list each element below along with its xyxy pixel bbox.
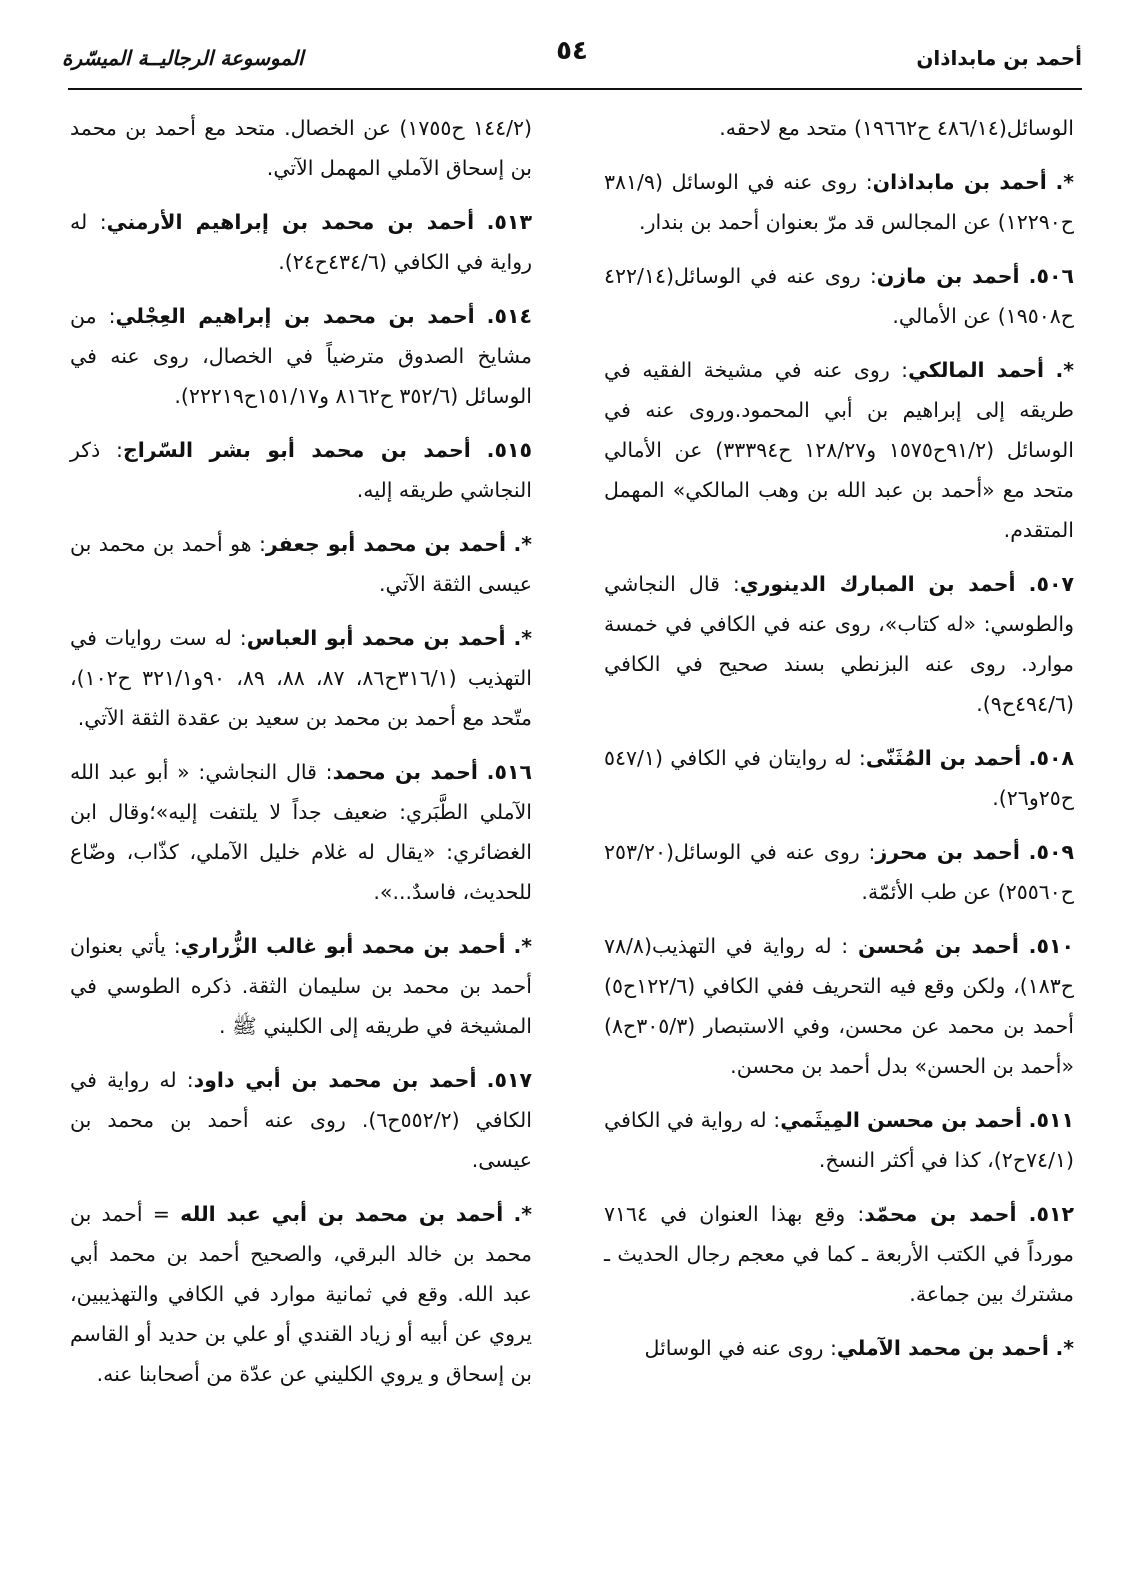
entry-number: *.	[513, 626, 532, 650]
entry-text: : روى عنه في مشيخة الفقيه في طريقه إلى إبراهيم بن أبي المحمود.وروى عنه في الوسائل (٩١/٢ح١٥٧٥ و١٢٨/٢٧ ح٣٣٣٩٤) عن الأمالي متحد مع «أحمد بن عبد الله بن وهب المالكي» المهمل المتقدم.	[604, 358, 1074, 542]
biography-entry	[604, 350, 1074, 550]
biography-entry	[70, 296, 532, 416]
entry-number: ٥٠٧.	[1028, 572, 1074, 596]
entry-name: أحمد بن مازن	[876, 264, 1020, 288]
continuation-text: (١٤٤/٢ ح١٧٥٥) عن الخصال. متحد مع أحمد بن محمد بن إسحاق الآملي المهمل الآتي.	[70, 116, 533, 180]
entry-number: *.	[513, 1202, 532, 1226]
entry-number: *.	[513, 934, 532, 958]
entry-text: : قال النجاشي: « أبو عبد الله الآملي الطَّبَري: ضعيف جداً لا يلتفت إليه»؛وقال ابن الغضائري: «يقال له غلام خليل الآملي، كذّاب، وضّاع للحديث، فاسدٌ...».	[70, 760, 532, 904]
entry-number: ٥١١.	[1028, 1108, 1074, 1132]
entry-number: ٥٠٩.	[1028, 840, 1075, 864]
entry-number: ٥٠٨.	[1028, 746, 1074, 770]
entry-number: ٥١٠.	[1028, 934, 1074, 958]
entry-number: ٥١٢.	[1028, 1202, 1074, 1226]
entry-text: : له رواية في الكافي (٤٣٤/٦ح٢٤).	[70, 210, 532, 274]
entry-text: = أحمد بن محمد بن خالد البرقي، والصحيح أحمد بن محمد أبي عبد الله. وقع في ثمانية موارد في الكافي والتهذيبين، يروي عن أبيه أو زياد القندي أو علي بن حديد أو القاسم بن إسحاق و يروي الكليني عن عدّة من أصحابنا عنه.	[70, 1202, 532, 1386]
left-column	[70, 108, 532, 1408]
biography-entry	[604, 1328, 1074, 1368]
running-header	[62, 38, 1082, 78]
entry-name: أحمد بن المُثَنّى	[865, 746, 1022, 770]
entry-text: : له ست روايات في التهذيب (٣١٦/١ح٨٦، ٨٧، ٨٨، ٨٩، ٩٠و٣٢١/١ ح١٠٢)، متّحد مع أحمد بن محمد بن سعيد بن عقدة الثقة الآتي.	[70, 626, 532, 730]
biography-entry	[604, 1194, 1074, 1314]
biography-entry	[70, 202, 532, 282]
entry-number: ٥١٤.	[486, 304, 532, 328]
entry-name: أحمد بن محمد أبو جعفر	[265, 532, 507, 556]
entry-name: أحمد بن محمد	[332, 760, 478, 784]
entry-name: أحمد بن المبارك الدينوري	[739, 572, 1016, 596]
entry-text: : له رواية في الكافي (٧٤/١ح٢)، كذا في أكثر النسخ.	[604, 1108, 1074, 1172]
entry-text: : روى عنه في الوسائل	[644, 1336, 837, 1360]
entry-text: : روى عنه في الوسائل(٢٥٣/٢٠ ح٢٥٥٦٠) عن طب الأئمّة.	[604, 840, 1074, 904]
entry-text: : هو أحمد بن محمد بن عيسى الثقة الآتي.	[70, 532, 532, 596]
entry-number: *.	[1055, 358, 1074, 382]
entry-name: أحمد بن مابداذان	[872, 170, 1047, 194]
entry-text: : روى عنه في الوسائل(٤٢٢/١٤ ح١٩٥٠٨) عن الأمالي.	[604, 264, 1074, 328]
entry-name: أحمد بن محمد بن إبراهيم الأرمني	[106, 210, 475, 234]
entry-name: أحمد بن محمد أبو غالب الزُّراري	[180, 934, 506, 958]
entry-text: : ذكر النجاشي طريقه إليه.	[70, 438, 532, 502]
entry-name: أحمد بن محمّد	[864, 1202, 1017, 1226]
entry-name: أحمد المالكي	[908, 358, 1045, 382]
biography-entry	[604, 162, 1074, 242]
entry-number: *.	[1055, 170, 1074, 194]
entry-number: ٥١٥.	[486, 438, 532, 462]
right-column	[604, 108, 1074, 1382]
biography-entry	[604, 738, 1074, 818]
biography-entry	[70, 430, 532, 510]
biography-entry	[70, 618, 532, 738]
entry-name: أحمد بن محمد بن إبراهيم العِجْلي	[115, 304, 475, 328]
entry-number: ٥١٣.	[486, 210, 532, 234]
entry-name: أحمد بن محمد الآملي	[836, 1336, 1049, 1360]
entry-name: أحمد بن محسن المِيثَمي	[780, 1108, 1022, 1132]
biography-entry	[604, 832, 1074, 912]
entry-name: أحمد بن محمد بن أبي عبد الله	[180, 1202, 504, 1226]
biography-entry	[604, 256, 1074, 336]
entry-name: أحمد بن محرز	[875, 840, 1020, 864]
entry-number: ٥١٧.	[486, 1068, 532, 1092]
page-number: ٥٤	[556, 36, 588, 66]
header-book-title: الموسوعة الرجاليــة الميسّرة	[62, 46, 304, 70]
biography-entry	[70, 1194, 532, 1394]
entry-text: : روى عنه في الوسائل (٣٨١/٩ ح١٢٢٩٠) عن المجالس قد مرّ بعنوان أحمد بن بندار.	[604, 170, 1074, 234]
entry-number: *.	[513, 532, 532, 556]
header-entry-title: أحمد بن مابداذان	[916, 46, 1082, 70]
entry-name: أحمد بن محمد أبو العباس	[246, 626, 506, 650]
entry-text: : له رواية في الكافي (٥٥٢/٢ح٦). روى عنه أحمد بن محمد بن عيسى.	[70, 1068, 532, 1172]
entry-name: أحمد بن محمد أبو بشر السّراج	[122, 438, 471, 462]
entry-name: أحمد بن مُحسن	[857, 934, 1019, 958]
entry-name: أحمد بن محمد بن أبي داود	[193, 1068, 477, 1092]
entry-number: *.	[1055, 1336, 1074, 1360]
biography-entry	[70, 1060, 532, 1180]
biography-entry	[70, 524, 532, 604]
entry-number: ٥٠٦.	[1028, 264, 1074, 288]
entry-text: : قال النجاشي والطوسي: «له كتاب»، روى عنه في الكافي في خمسة موارد. روى عنه البزنطي بسند صحيح في الكافي (٤٩٤/٦ح٩).	[604, 572, 1074, 716]
header-divider	[68, 88, 1082, 90]
continuation-text: الوسائل(٤٨٦/١٤ ح١٩٦٦٢) متحد مع لاحقه.	[719, 116, 1074, 140]
biography-entry	[604, 1100, 1074, 1180]
entry-text: : يأتي بعنوان أحمد بن محمد بن سليمان الثقة. ذكره الطوسي في المشيخة في طريقه إلى الكليني ﷺ .	[70, 934, 532, 1038]
entry-text: : من مشايخ الصدوق مترضياً في الخصال، روى عنه في الوسائل (٣٥٢/٦ ح٨١٦٢ و١٥١/١٧ح٢٢٢١٩).	[70, 304, 532, 408]
entry-text: : وقع بهذا العنوان في ٧١٦٤ مورداً في الكتب الأربعة ـ كما في معجم رجال الحديث ـ مشترك بين جماعة.	[604, 1202, 1074, 1306]
left-entries	[70, 202, 532, 1394]
biography-entry	[70, 752, 532, 912]
biography-entry	[604, 926, 1074, 1086]
entry-text: : له رواية في التهذيب(٧٨/٨ ح١٨٣)، ولكن وقع فيه التحريف ففي الكافي (١٢٢/٦ح٥) أحمد بن محمد عن محسن، وفي الاستبصار (٣٠٥/٣ح٨) «أحمد بن الحسن» بدل أحمد بن محسن.	[604, 934, 1074, 1078]
biography-entry	[70, 926, 532, 1046]
right-entries	[604, 162, 1074, 1368]
entry-number: ٥١٦.	[486, 760, 532, 784]
entry-text: : له روايتان في الكافي (٥٤٧/١ ح٢٥و٢٦).	[604, 746, 1074, 810]
biography-entry	[604, 564, 1074, 724]
